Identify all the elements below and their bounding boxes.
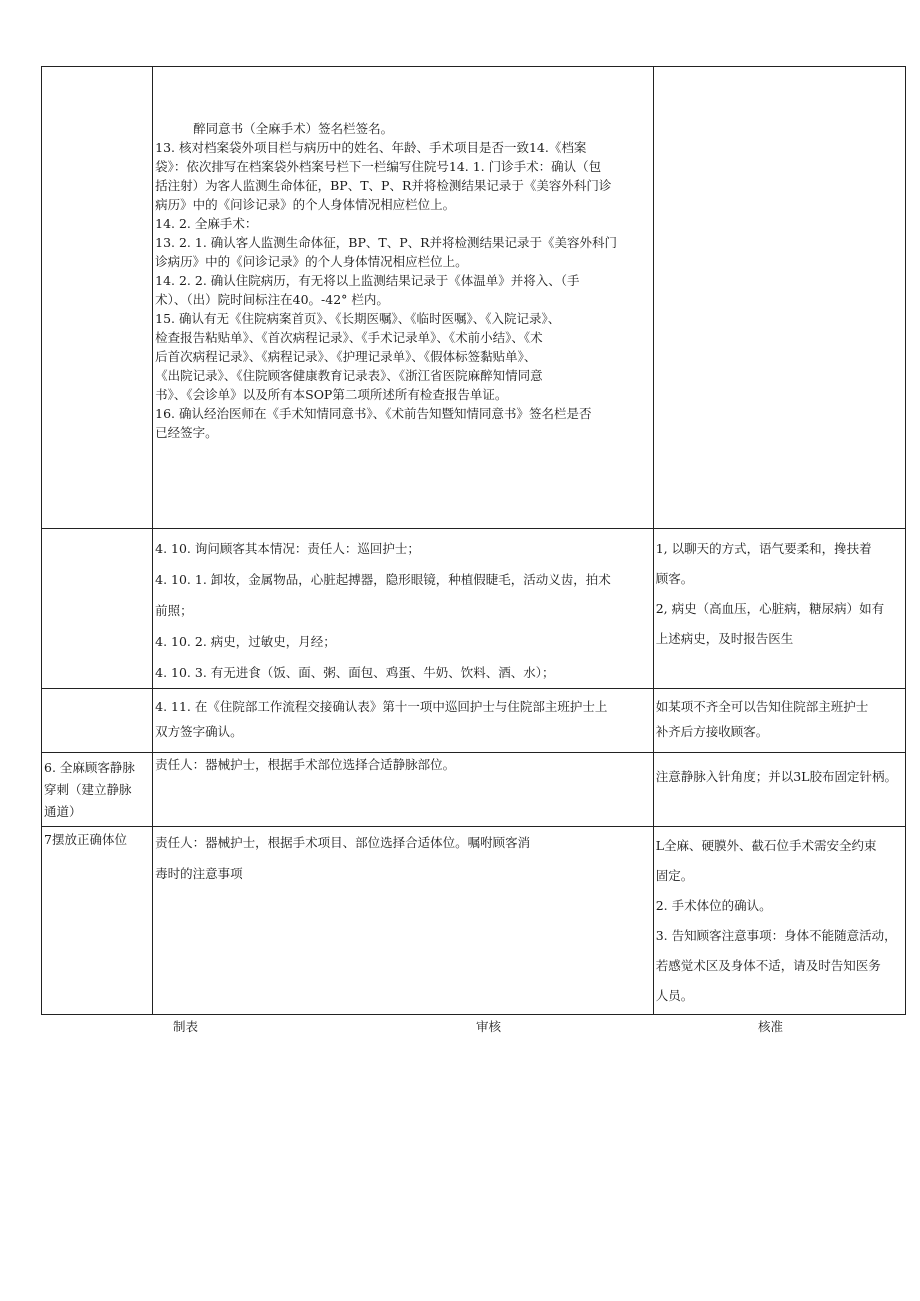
note-cell (653, 689, 905, 753)
text-line: 固定。 (655, 868, 694, 883)
text-line: 补齐后方接收顾客。 (655, 724, 769, 739)
text-line: 双方签字确认。 (155, 724, 243, 739)
text-line: 袋》：依次排写在档案袋外档案号栏下一栏编写住院号14. 1. 门诊手术：确认（包 (155, 159, 602, 174)
footer-review: 审核 (476, 1019, 502, 1034)
text-line: 3. 告知顾客注意事项：身体不能随意活动， (655, 928, 897, 943)
text-line: 4. 10. 询问顾客其本情况：责任人：巡回护士； (155, 541, 420, 556)
text-line: 15. 确认有无《住院病案首页》、《长期医嘱》、《临时医嘱》、《入院记录》、 (155, 311, 561, 326)
text-line: 《出院记录》、《住院顾客健康教育记录表》、《浙江省医院麻醉知情同意 (155, 368, 543, 383)
text-line: 4. 10. 1. 卸妆，金属物品，心脏起搏器，隐形眼镜，种植假睫毛，活动义齿，拍术 (155, 572, 611, 587)
text-line: 通道） (44, 804, 82, 819)
content-cell (153, 529, 654, 689)
text-line: 穿刺（建立静脉 (44, 782, 132, 797)
text-line: 检查报告粘贴单》、《首次病程记录》、《手术记录单》、《术前小结》、《术 (155, 330, 543, 345)
text-line: 责任人：器械护士，根据手术项目、部位选择合适体位。嘱咐顾客消 (155, 835, 531, 850)
text-line: 后首次病程记录》、《病程记录》、《护理记录单》、《假体标签黏贴单》、 (155, 349, 537, 364)
text-line: 责任人：器械护士，根据手术部位选择合适静脉部位。 (155, 757, 456, 772)
text-line: 14. 2. 2. 确认住院病历，有无将以上监测结果记录于《体温单》并将入、（手 (155, 273, 580, 288)
step-cell (42, 67, 153, 529)
table-row (42, 753, 906, 827)
text-line: 4. 10. 2. 病史，过敏史，月经； (155, 634, 336, 649)
content-cell (153, 827, 654, 1015)
note-cell (653, 827, 905, 1015)
text-line: 毒时的注意事项 (155, 866, 243, 881)
text-line: 2. 手术体位的确认。 (655, 898, 772, 913)
text-line: 13. 核对档案袋外项目栏与病历中的姓名、年龄、手术项目是否一致14.《档案 (155, 140, 587, 155)
text-line: 2, 病史（高血压，心脏病，糖尿病）如有 (655, 601, 885, 616)
text-line: 书》、《会诊单》以及所有本SOP第二项所述所有检查报告单证。 (155, 387, 508, 402)
procedure-table (41, 66, 906, 1015)
step-cell (42, 689, 153, 753)
content-cell (153, 753, 654, 827)
note-cell (653, 67, 905, 529)
text-line: 4. 10. 3. 有无进食（饭、面、粥、面包、鸡蛋、牛奶、饮料、酒、水）； (155, 665, 555, 680)
text-line: 若感觉术区及身体不适，请及时告知医务 (655, 958, 881, 973)
note-cell (653, 753, 905, 827)
text-line: 已经签字。 (155, 425, 218, 440)
content-cell (153, 67, 654, 529)
text-line: 14. 2. 全麻手术： (155, 216, 258, 231)
content-cell (153, 689, 654, 753)
text-line: 16. 确认经治医师在《手术知情同意书》、《术前告知暨知情同意书》签名栏是否 (155, 406, 592, 421)
text-line: 醉同意书（全麻手术）签名栏签名。 (193, 121, 394, 136)
table-row (42, 689, 906, 753)
text-line: 4. 11. 在《住院部工作流程交接确认表》第十一项中巡回护士与住院部主班护士上 (155, 699, 608, 714)
step-cell (42, 529, 153, 689)
step-cell (42, 753, 153, 827)
text-line: 术）、（出）院时间标注在40。-42° 栏内。 (155, 292, 389, 307)
text-line: 诊病历》中的《问诊记录》的个人身体情况相应栏位上。 (155, 254, 468, 269)
text-line: 如某项不齐全可以告知住院部主班护士 (655, 699, 869, 714)
text-line: 前照； (155, 603, 193, 618)
text-line: 1, 以聊天的方式，语气要柔和，搀扶着 (655, 541, 872, 556)
text-line: 括注射）为客人监测生命体征，BP、T、P、R并将检测结果记录于《美容外科门诊 (155, 178, 612, 193)
text-line: 13. 2. 1. 确认客人监测生命体征，BP、T、P、R并将检测结果记录于《美容外科门 (155, 235, 618, 250)
text-line: 注意静脉入针角度；并以3L胶布固定针柄。 (655, 769, 897, 784)
text-line: 顾客。 (655, 571, 694, 586)
table-row (42, 529, 906, 689)
text-line: 人员。 (655, 988, 694, 1003)
table-row (42, 827, 906, 1015)
text-line: 上述病史，及时报告医生 (655, 631, 794, 646)
text-line: 病历》中的《问诊记录》的个人身体情况相应栏位上。 (155, 197, 456, 212)
step-cell (42, 827, 153, 1015)
table-row (42, 67, 906, 529)
note-cell (653, 529, 905, 689)
text-line: L全麻、硬膜外、截石位手术需安全约束 (655, 838, 877, 853)
text-line: 7摆放正确体位 (44, 832, 127, 847)
text-line: 6. 全麻顾客静脉 (44, 760, 135, 775)
footer-approve: 核准 (758, 1019, 784, 1034)
footer-make: 制表 (173, 1019, 199, 1034)
